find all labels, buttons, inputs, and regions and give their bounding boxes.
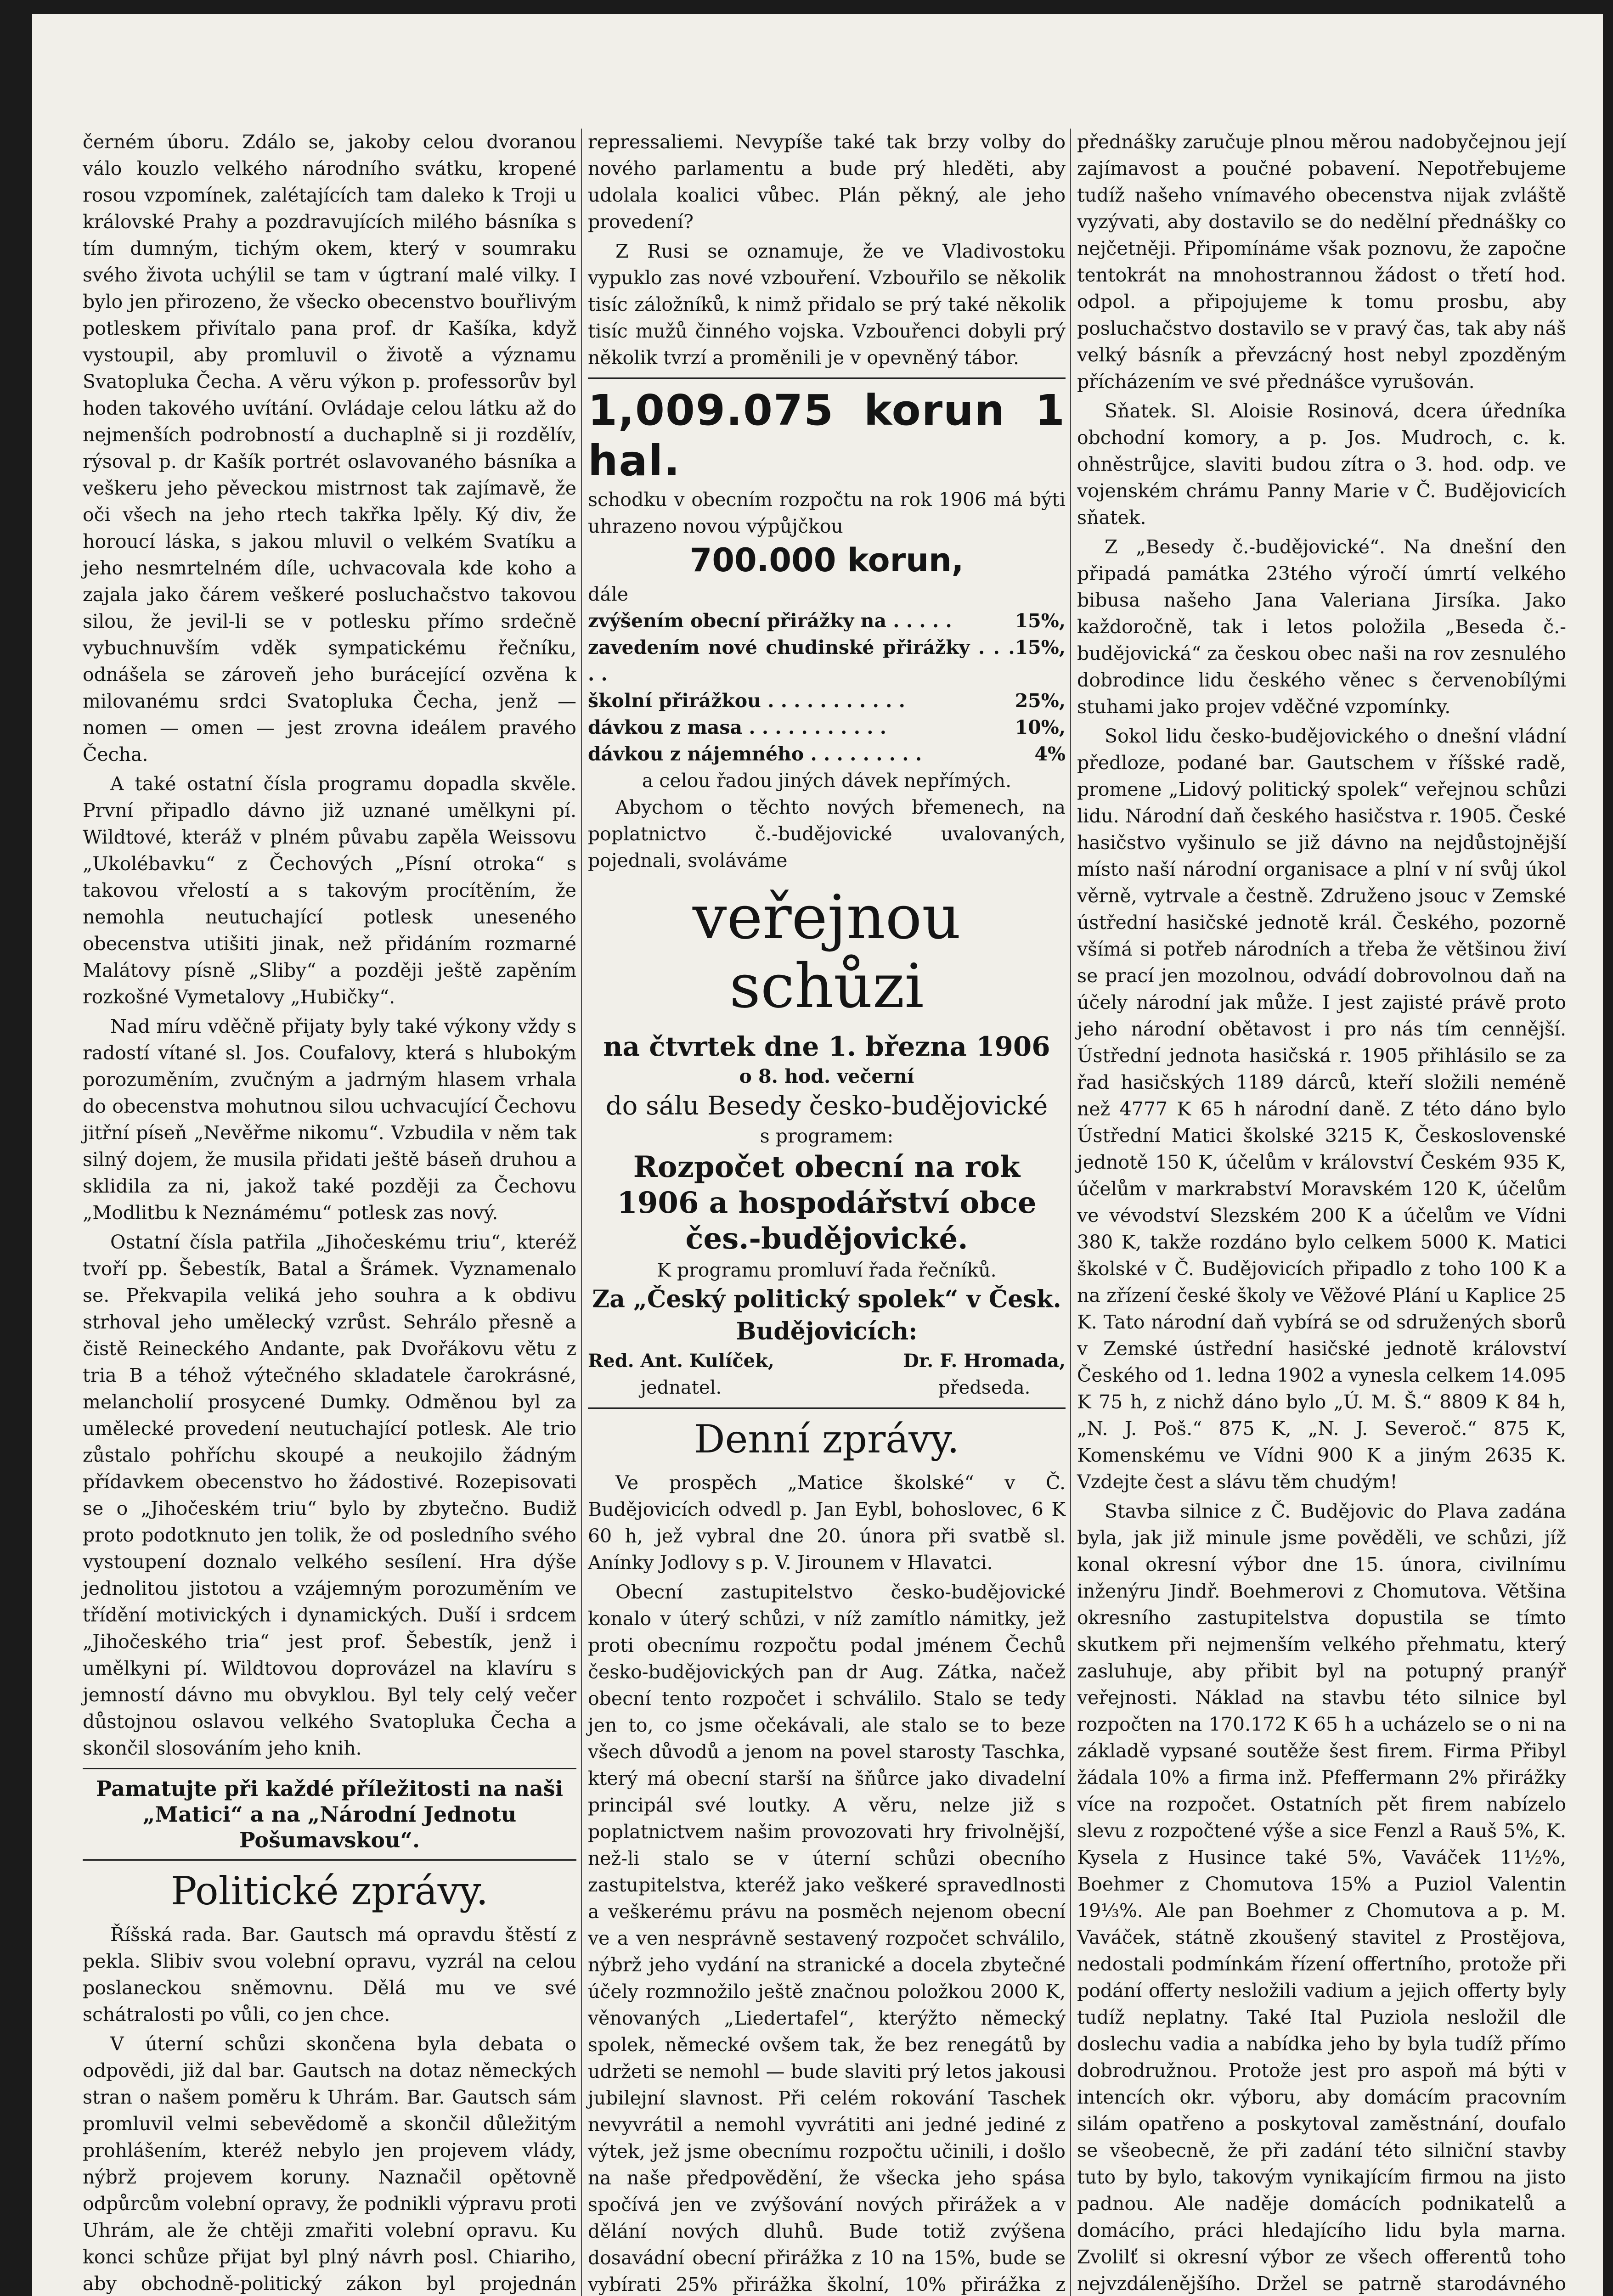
article-paragraph: V úterní schůzi skončena byla debata o odpovědi, již dal bar. Gautsch na dotaz německých stran o našem poměru k Uhrám. Bar. Gautsch sám promluvil velmi sebevědomě a skončil důležitým prohlášením, kteréž nebylo jen projevem vlády, nýbrž projevem koruny. Naznačil opětovně odpůrcům volební opravy, že podnikli výpravu proti Uhrám, ale že chtěji zmařiti volební opravu. Ku konci schůze přijat byl plný návrh posl. Chiariho, aby obchodně-politický zákon byl projednán — [83, 2033, 576, 2295]
signature-right-role: předseda. — [938, 1377, 1031, 1398]
meeting-date: na čtvrtek dne 1. března 1906 — [603, 1031, 1050, 1062]
article-paragraph: Nad míru vděčně přijaty byly také výkony vždy s radostí vítané sl. Jos. Coufalovy, která s hlubokým porozuměním, zvučným a jadrným hlasem vrhala do obecenstva mohutnou silou uchvacující Čechovu jitřní píseň „Nevěřme nikomu“. Vzbudila v něm tak silný dojem, že musila přidati ještě báseň druhou a sklidila za ni, jakož také později za Čechovu „Modlitbu k Neznámému“ potlesk zas nový. — [83, 1015, 576, 1224]
news-paragraph: Obecní zastupitelstvo česko-budějovické konalo v úterý schůzi, v níž zamítlo námitky, jež proti obecnímu rozpočtu podal jménem Čechů česko-budějovických pan dr Aug. Zátka, načež obecní tento rozpočet i schválilo. Stalo se tedy jen to, co jsme očekávali, ale stalo se to beze všech důvodů a jenom na povel starosty Taschka, který má obecní starší na šňůrce jako divadelní principál své loutky. A věru, nelze již s poplatnictvem našim provozovati hry frivolnější, než-li stalo se v úterní schůzi obecního zastupitelstva, kteréž jako veškeré spravedlnosti a veškerému právu na posměch nejenom obecní ve a ven nesprávně sestavený rozpočet schválilo, nýbrž jeho vydání na stranické a docela zbytečné účely rozmnožilo ještě značnou položkou 2000 K, věnovaných „Liedertafel“, kterýžto německý spolek, německé ovšem tak, že bez renegátů by udržeti se nemohl — bude slaviti prý letos jakousi jubilejní slavnost. Při celém rokování Taschek nevyvrátil a nemohl vyvrátiti ani jedné jediné z výtek, jež jsme obecnímu rozpočtu učinili, i došlo na naše předpovědění, že všecka jeho spása spočívá jen ve zvýšování nových přirážek a v dělání nových dluhů. Bude totiž zvýšena dosavádní obecní přirážka z 10 na 15%, bude se vybírati 25% přirážka školní, 10% přirážka z — [588, 1581, 1066, 2296]
budget-row: dávkou z nájemného . . . . . . . . . 4% — [588, 743, 1066, 765]
article-paragraph: Z Rusi se oznamuje, že ve Vladivostoku vypuklo zas nové vzbouření. Vzbouřilo se několik tisíc záložníků, k nimž přidalo se prý také několik tisíc mužů činného vojska. Vzbouřenci dobyli prý několik tvrzí a proměnili je v opevněný tábor. — [588, 240, 1066, 369]
deficit-amount: 1,009.075 korun 1 hal. — [588, 386, 1066, 485]
news-paragraph: Stavba silnice z Č. Budějovic do Plava zadána byla, jak již minule jsme pověděli, ve schůzi, jíž konal okresní výbor dne 15. února, civilnímu inženýru Jindř. Boehmerovi z Chomutova. Většina okresního zastupitelstva dopustila se tímto skutkem při nejmenším velkého přehmatu, který zasluhuje, aby přibit byl na potupný pranýř veřejnosti. Náklad na stavbu této silnice byl rozpočten na 170.172 K 65 h a ucházelo se o ni na základě vypsané soutěže šest firem. Firma Přibyl žádala 10% a firma inž. Pfeffermann 2% přirážky více na rozpočet. Ostatních pět firem nabízelo slevu z rozpočtené výše a sice Fenzl a Rauš 5%, K. Kysela z Husince také 5%, Vaváček 11½%, Boehmer z Chomutova 15% a Puziol Valentin 19⅓%. Ale pan Boehmer z Chomutova a p. M. Vaváček, státně zkoušený stavitel z Prostějova, nedostali podmínkám řízení offertního, protože při podání offerty nesložili vadium a jejich offerty byly tudíž neplatny. Také Ital Puziola nesložil dle doslechu vadia a nabídka jeho by byla tudíž přímo dobrodružnou. Protože jest pro aspoň má býti v intencích okr. výboru, aby domácím pracovním silám opatřeno a poskytoval zaměstnání, doufalo se všeobecně, že při zadání této silniční stavby tuto by bylo, takovým vynikajícím firmou na jisto padnou. Ale naděje domácích podnikatelů a domácího, práci hledajícího lidu byla marna. Zvolilť si okresní výbor ze všech offerentů toho nejvzdálenějšího. Držel se patrně starodávného — [1077, 1500, 1566, 2295]
signature-left-role: jednatel. — [640, 1377, 722, 1398]
column-3 — [1077, 129, 1566, 2296]
call-text: Abychom o těchto nových břemenech, na poplatnictvo č.-budějovické uvalovaných, pojednali, svoláváme — [588, 796, 1066, 872]
signature-right: Dr. F. Hromada, — [903, 1350, 1066, 1372]
article-paragraph: Říšská rada. Bar. Gautsch má opravdu štěstí z pekla. Slibiv svou volební opravu, vyzrál na celou poslaneckou sněmovnu. Dělá mu ve své schátralosti po vůli, co jen chce. — [83, 1924, 576, 2026]
news-paragraph: Z „Besedy č.-budějovické“. Na dnešní den připadá památka 23tého výročí úmrtí velkého bibusa našeho Jana Valeriana Jirsíka. Jako každoročně, tak i letos položila „Beseda č.-budějovická“ za českou obec naši na rov zesnulého dobrodince lidu českého věnec s červenobílými stuhami jako projev vděčné vzpomínky. — [1077, 536, 1566, 718]
budget-row: zavedením nové chudinské přirážky . . . . . 15%, — [588, 636, 1066, 685]
matice-notice: Pamatujte při každé příležitosti na naši „Matici“ a na „Národní Jednotu Pošumavskou“. — [96, 1776, 564, 1852]
program-label: s programem: — [760, 1125, 894, 1147]
meeting-heading: veřejnou schůzi — [692, 882, 961, 1022]
divider — [588, 1407, 1066, 1409]
meeting-program: Rozpočet obecní na rok 1906 a hospodářství obce čes.-budějovické. — [617, 1150, 1037, 1256]
budget-row: zvýšením obecní přirážky na . . . . . 15%, — [588, 610, 1066, 632]
divider — [588, 377, 1066, 379]
section-title: Politické zprávy. — [170, 1868, 489, 1913]
divider — [83, 1768, 576, 1769]
news-paragraph: přednášky zaručuje plnou měrou nadobyčejnou její zajímavost a poučné pobavení. Nepotřebujeme tudíž našeho vnímavého obecenstva nijak zvláště vyzývati, aby dostavilo se do nedělní přednášky co nejčetněji. Připomínáme však poznovu, že započne tentokrát na mnohostrannou žádost o třetí hod. odpol. a připojujeme k tomu prosbu, aby posluchačstvo dostavilo se v pravý čas, tak aby náš velký básník a převzácný host nebyl zpozděným přícházením ve své přednášce vyrušován. — [1077, 131, 1566, 393]
signature-left: Red. Ant. Kulíček, — [588, 1350, 774, 1372]
divider — [83, 1859, 576, 1861]
meeting-venue: do sálu Besedy česko-budějovické — [605, 1091, 1048, 1121]
newspaper-page — [32, 14, 1603, 2296]
budget-outro: a celou řadou jiných dávek nepřímých. — [642, 770, 1012, 792]
budget-row: školní přirážkou . . . . . . . . . . . 25%, — [588, 690, 1066, 712]
article-paragraph: černém úboru. Zdálo se, jakoby celou dvoranou válo kouzlo velkého národního svátku, kropené rosou vzpomínek, zalétajících tam daleko k Troji u královské Prahy a pozdravujících milého básníka s tím dumným, tichým okem, který v soumraku svého života uchýlil se tam v úgtraní malé vilky. I bylo jen přirozeno, že všecko obecenstvo bouřlivým potleskem přivítalo pana prof. dr Kašíka, když vystoupil, aby promluvil o životě a významu Svatopluka Čecha. A věru výkon p. professorův byl hoden takového uvítání. Ovládaje celou látku až do nejmenších podrobností a duchaplně si ji rozdělív, rýsoval p. dr Kašík portrét oslavovaného básníka a veškeru jeho pěveckou mistrnost tak zajímavě, že oči všech na jeho rtech takřka lpěly. Ký div, že horoucí láska, s jakou mluvil o velkém Svatíku a jeho nesmrtelném díle, uchvacovala kde koho a zajala jako čárem veškeré posluchačstvo takovou silou, že jevil-li se v potlesku přímo srdečně vybuchnuvším vděk sympatickému řečníku, odnášela se zároveň jeho burácející ozvěna k milovanému srdci Svatopluka Čecha, jenž — nomen — omen — jest zrovna ideálem pravého Čecha. — [83, 131, 576, 765]
article-paragraph: A také ostatní čísla programu dopadla skvěle. První připadlo dávno již uznané umělkyni pí. Wildtové, kteráž v plném půvabu zapěla Weissovu „Ukolébavku“ z Čechových „Písní otroka“ s takovou vřelostí a s takovým procítěním, že nemohla neutuchající potlesk uneseného obecenstva utišiti jinak, než přidáním rozmarné Malátovy písně „Sliby“ a později ještě zapěním rozkošné Vymetalovy „Hubičky“. — [83, 773, 576, 1008]
news-paragraph: Sokol lidu česko-budějovického o dnešní vládní předloze, podané bar. Gautschem v říšské radě, promene „Lidový politický spolek“ veřejnou schůzi lidu. Národní daň českého hasičstva r. 1905. České hasičstvo vyšinulo se již dávno na nejdůstojnější místo naší národní organisace a plní v ní svůj úkol věrně, vytrvale a čestně. Združeno jsouc v Zemské ústřední hasičské jednotě král. Českého, pozorně všímá si potřeb národních a třeba že většinou živí se prací jen mozolnou, odvádí dobrovolnou daň na účely národní jak může. I jest zajisté právě proto jeho národní obětavost i pro nás tím cennější. Ústřední jednota hasičská r. 1905 přihlásilo se za řad hasičských 1189 dárců, kteří složili neméně než 4777 K 65 h národní daně. Z této dáno bylo Ústřední Matici školské 3215 K, Československé jednotě 150 K, účelům v království Českém 935 K, účelům v markrabství Moravském 120 K, účelům ve vévodství Slezském 200 K a účelům ve Vídni 380 K, takže rozdáno bylo celkem 5000 K. Matici školské v Č. Budějovicích připadlo z toho 100 K a na zřízení české školy ve Věžové Plání u Kaplice 25 K. Tato národní daň vybírá se od sdružených sborů v Zemské ústřední hasičské jednotě království Českého od 1. ledna 1902 a vynesla celkem 14.095 K 75 h, z nichž dáno bylo „Ú. M. Š.“ 8809 K 84 h, „N. J. Poš.“ 875 K, „N. J. Severoč.“ 875 K, Komenskému ve Vídni 900 K a jiným 2635 K. Vzdejte čest a slávu těm chudým! — [1077, 725, 1566, 1493]
signatures — [588, 1348, 1066, 1401]
news-paragraph: Sňatek. Sl. Aloisie Rosinová, dcera úředníka obchodní komory, a p. Jos. Mudroch, c. k. ohněstrůjce, slaviti budou zítra o 3. hod. odp. ve vojenském chrámu Panny Marie v Č. Budějovicích sňatek. — [1077, 400, 1566, 529]
deficit-text: schodku v obecním rozpočtu na rok 1906 má býti uhrazeno novou výpůjčkou — [588, 489, 1066, 537]
article-paragraph: Ostatní čísla patřila „Jihočeskému triu“, kteréž tvoří pp. Šebestík, Batal a Šrámek. Vyznamenalo se. Překvapila veliká jeho souhra a k obdivu strhoval jeho umělecký vzrůst. Sehrálo přesně a čistě Reineckého Andante, pak Dvořákovu větu z tria B a téhož výtečného skladatele čarokrásné, melancholií prosycené Dumky. Odměnou byl za umělecké provedení neutuchající potlesk. Ale trio zůstalo pohříchu skoupé a neukojilo žádným přídavkem obecenstvo ho žádostivé. Rozepisovati se o „Jihočeském triu“ bylo by zbytečno. Budiž proto podotknuto jen tolik, že od posledního svého vystoupení doznalo velkého sesílení. Hra dýše jednolitou jistotou a vzájemným porozuměním ve třídění motivických i dynamických. Duší i srdcem „Jihočeského tria“ jest prof. Šebestík, jenž i umělkyni pí. Wildtovou doprovázel na klavíru s jemností dávno mu obvyklou. Byl tely celý večer důstojnou oslavou velkého Svatopluka Čecha a skončil slosováním jeho knih. — [83, 1231, 576, 1759]
column-2 — [588, 129, 1066, 2296]
meeting-time: o 8. hod. večerní — [739, 1065, 914, 1087]
budget-row: dávkou z masa . . . . . . . . . . . 10%, — [588, 716, 1066, 738]
budget-intro: dále — [588, 583, 629, 605]
column-rule — [581, 129, 582, 2296]
article-paragraph: repressaliemi. Nevypíše také tak brzy volby do nového parlamentu a bude prý hleděti, aby udolala koalici vůbec. Plán pěkný, ale jeho provedení? — [588, 131, 1066, 233]
column-1 — [83, 129, 576, 2296]
column-rule — [1070, 129, 1071, 2296]
loan-amount: 700.000 korun, — [689, 541, 964, 579]
news-paragraph: Ve prospěch „Matice školské“ v Č. Budějovicích odvedl p. Jan Eybl, bohoslovec, 6 K 60 h, jež vybral dne 20. února při svatbě sl. Anínky Jodlovy s p. V. Jirounem v Hlavatci. — [588, 1472, 1066, 1574]
speakers: K programu promluví řada řečníků. — [657, 1259, 997, 1281]
section-title: Denní zprávy. — [694, 1417, 959, 1462]
organizer: Za „Český politický spolek“ v Česk. Budějovicích: — [592, 1285, 1061, 1345]
